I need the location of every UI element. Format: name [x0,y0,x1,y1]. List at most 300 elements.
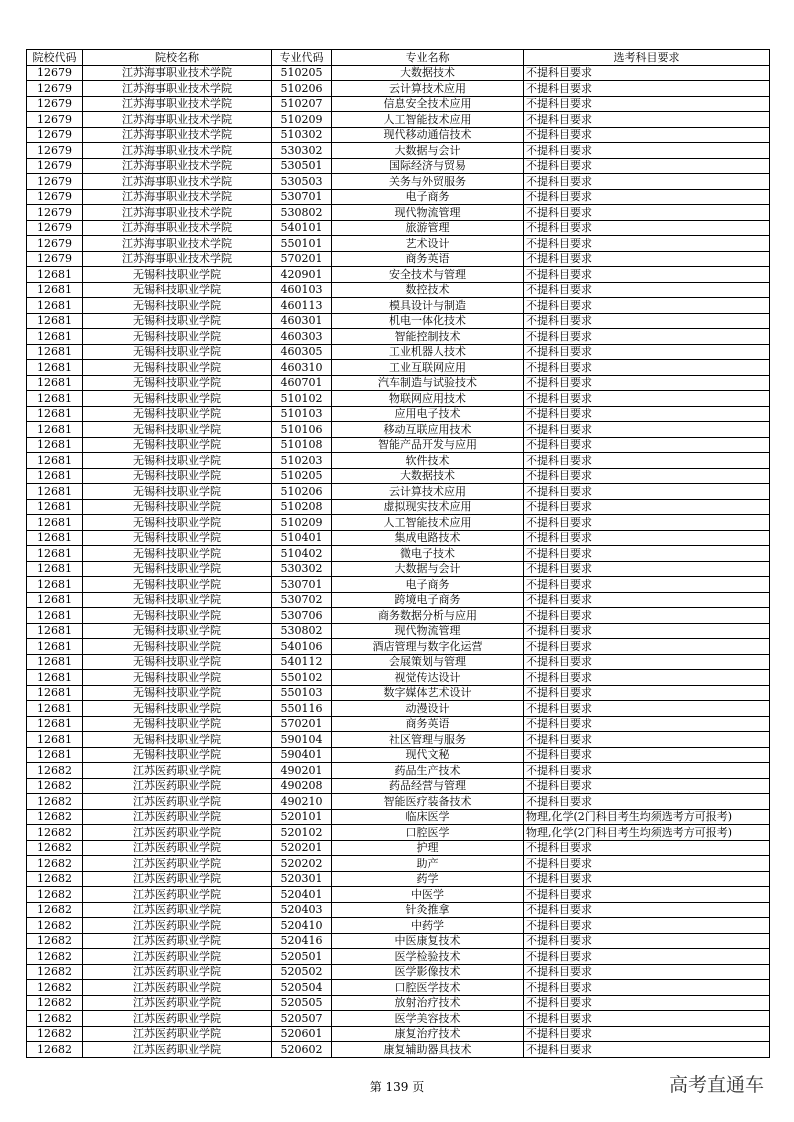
major-code-cell: 590104 [272,732,332,748]
table-row [27,1011,770,1027]
subject-requirement-cell: 不提科目要求 [524,313,770,329]
major-code-cell: 520416 [272,933,332,949]
school-name-cell: 江苏医药职业学院 [83,809,272,825]
major-name-cell: 口腔医学 [332,825,524,841]
school-code-cell: 12681 [27,406,83,422]
table-row [27,623,770,639]
school-code-cell: 12682 [27,763,83,779]
school-code-cell: 12679 [27,251,83,267]
subject-requirement-cell: 不提科目要求 [524,499,770,515]
school-name-cell: 无锡科技职业学院 [83,592,272,608]
subject-requirement-cell: 不提科目要求 [524,701,770,717]
subject-requirement-cell: 不提科目要求 [524,127,770,143]
table-row [27,375,770,391]
school-code-cell: 12679 [27,143,83,159]
header-major-name: 专业名称 [332,50,524,66]
table-row [27,484,770,500]
subject-requirement-cell: 不提科目要求 [524,220,770,236]
subject-requirement-cell: 不提科目要求 [524,794,770,810]
table-row [27,406,770,422]
major-name-cell: 人工智能技术应用 [332,515,524,531]
major-code-cell: 460303 [272,329,332,345]
school-name-cell: 江苏医药职业学院 [83,856,272,872]
school-name-cell: 江苏医药职业学院 [83,763,272,779]
subject-requirement-cell: 不提科目要求 [524,530,770,546]
major-name-cell: 中医学 [332,887,524,903]
major-name-cell: 助产 [332,856,524,872]
school-code-cell: 12681 [27,546,83,562]
subject-requirement-cell: 不提科目要求 [524,654,770,670]
major-name-cell: 大数据与会计 [332,561,524,577]
school-code-cell: 12681 [27,313,83,329]
major-code-cell: 530702 [272,592,332,608]
school-name-cell: 江苏医药职业学院 [83,887,272,903]
subject-requirement-cell: 不提科目要求 [524,995,770,1011]
subject-requirement-cell: 不提科目要求 [524,189,770,205]
major-code-cell: 520602 [272,1042,332,1058]
major-name-cell: 艺术设计 [332,236,524,252]
table-row [27,856,770,872]
school-code-cell: 12681 [27,298,83,314]
school-name-cell: 江苏医药职业学院 [83,840,272,856]
school-code-cell: 12679 [27,112,83,128]
school-code-cell: 12682 [27,933,83,949]
school-code-cell: 12681 [27,639,83,655]
major-name-cell: 现代移动通信技术 [332,127,524,143]
subject-requirement-cell: 不提科目要求 [524,670,770,686]
major-name-cell: 医学检验技术 [332,949,524,965]
table-row [27,778,770,794]
school-name-cell: 江苏海事职业技术学院 [83,174,272,190]
school-name-cell: 江苏医药职业学院 [83,871,272,887]
table-row [27,282,770,298]
major-code-cell: 530706 [272,608,332,624]
major-name-cell: 旅游管理 [332,220,524,236]
school-name-cell: 无锡科技职业学院 [83,608,272,624]
school-code-cell: 12681 [27,747,83,763]
subject-requirement-cell: 不提科目要求 [524,623,770,639]
school-name-cell: 无锡科技职业学院 [83,453,272,469]
table-row [27,437,770,453]
school-name-cell: 江苏医药职业学院 [83,949,272,965]
major-name-cell: 信息安全技术应用 [332,96,524,112]
school-code-cell: 12681 [27,267,83,283]
school-code-cell: 12681 [27,453,83,469]
major-name-cell: 机电一体化技术 [332,313,524,329]
school-code-cell: 12682 [27,902,83,918]
school-name-cell: 无锡科技职业学院 [83,623,272,639]
school-name-cell: 无锡科技职业学院 [83,484,272,500]
school-name-cell: 无锡科技职业学院 [83,670,272,686]
subject-requirement-cell: 不提科目要求 [524,453,770,469]
subject-requirement-cell: 不提科目要求 [524,608,770,624]
major-name-cell: 微电子技术 [332,546,524,562]
major-name-cell: 康复治疗技术 [332,1026,524,1042]
major-code-cell: 510209 [272,515,332,531]
table-row [27,313,770,329]
subject-requirement-cell: 不提科目要求 [524,918,770,934]
major-name-cell: 大数据技术 [332,468,524,484]
major-code-cell: 520401 [272,887,332,903]
school-name-cell: 无锡科技职业学院 [83,267,272,283]
school-name-cell: 无锡科技职业学院 [83,375,272,391]
school-code-cell: 12679 [27,236,83,252]
table-row [27,530,770,546]
school-code-cell: 12681 [27,670,83,686]
subject-requirement-cell: 不提科目要求 [524,282,770,298]
school-name-cell: 江苏海事职业技术学院 [83,158,272,174]
table-row [27,685,770,701]
subject-requirement-cell: 不提科目要求 [524,375,770,391]
major-code-cell: 460310 [272,360,332,376]
major-name-cell: 商务英语 [332,716,524,732]
major-code-cell: 460701 [272,375,332,391]
school-code-cell: 12681 [27,592,83,608]
subject-requirement-cell: 不提科目要求 [524,1026,770,1042]
school-name-cell: 无锡科技职业学院 [83,546,272,562]
school-code-cell: 12682 [27,995,83,1011]
major-code-cell: 510302 [272,127,332,143]
school-code-cell: 12681 [27,685,83,701]
major-name-cell: 工业互联网应用 [332,360,524,376]
school-code-cell: 12681 [27,484,83,500]
subject-requirement-cell: 不提科目要求 [524,778,770,794]
school-code-cell: 12681 [27,561,83,577]
subject-requirement-cell: 不提科目要求 [524,887,770,903]
school-code-cell: 12681 [27,732,83,748]
subject-requirement-cell: 不提科目要求 [524,360,770,376]
table-row [27,592,770,608]
school-name-cell: 江苏医药职业学院 [83,995,272,1011]
school-name-cell: 江苏海事职业技术学院 [83,251,272,267]
major-code-cell: 520202 [272,856,332,872]
brand-mark: 高考直通车 [668,1074,764,1096]
subject-requirement-cell: 不提科目要求 [524,856,770,872]
school-code-cell: 12681 [27,422,83,438]
major-code-cell: 520501 [272,949,332,965]
school-name-cell: 江苏医药职业学院 [83,794,272,810]
major-code-cell: 550116 [272,701,332,717]
table-row [27,360,770,376]
major-code-cell: 490201 [272,763,332,779]
table-row [27,127,770,143]
major-name-cell: 电子商务 [332,577,524,593]
major-code-cell: 550102 [272,670,332,686]
major-name-cell: 应用电子技术 [332,406,524,422]
school-code-cell: 12682 [27,840,83,856]
school-code-cell: 12681 [27,360,83,376]
major-code-cell: 510103 [272,406,332,422]
major-name-cell: 康复辅助器具技术 [332,1042,524,1058]
admission-table [26,49,770,1058]
school-code-cell: 12682 [27,1011,83,1027]
major-name-cell: 社区管理与服务 [332,732,524,748]
major-code-cell: 420901 [272,267,332,283]
table-row [27,1026,770,1042]
subject-requirement-cell: 不提科目要求 [524,685,770,701]
table-row [27,639,770,655]
school-name-cell: 无锡科技职业学院 [83,515,272,531]
major-code-cell: 460305 [272,344,332,360]
major-name-cell: 物联网应用技术 [332,391,524,407]
major-name-cell: 动漫设计 [332,701,524,717]
table-row [27,453,770,469]
table-row [27,964,770,980]
school-code-cell: 12682 [27,887,83,903]
major-name-cell: 人工智能技术应用 [332,112,524,128]
school-name-cell: 江苏医药职业学院 [83,980,272,996]
major-code-cell: 510401 [272,530,332,546]
school-code-cell: 12681 [27,499,83,515]
major-code-cell: 460103 [272,282,332,298]
table-row [27,608,770,624]
major-code-cell: 510402 [272,546,332,562]
school-name-cell: 无锡科技职业学院 [83,499,272,515]
major-name-cell: 药学 [332,871,524,887]
major-code-cell: 540101 [272,220,332,236]
subject-requirement-cell: 不提科目要求 [524,236,770,252]
school-name-cell: 无锡科技职业学院 [83,639,272,655]
school-code-cell: 12682 [27,918,83,934]
subject-requirement-cell: 不提科目要求 [524,143,770,159]
major-code-cell: 510203 [272,453,332,469]
table-row [27,344,770,360]
major-code-cell: 510207 [272,96,332,112]
school-code-cell: 12679 [27,127,83,143]
table-row [27,840,770,856]
school-name-cell: 江苏海事职业技术学院 [83,236,272,252]
subject-requirement-cell: 物理,化学(2门科目考生均须选考方可报考) [524,825,770,841]
school-name-cell: 无锡科技职业学院 [83,406,272,422]
school-code-cell: 12681 [27,282,83,298]
subject-requirement-cell: 不提科目要求 [524,344,770,360]
major-code-cell: 520504 [272,980,332,996]
major-name-cell: 软件技术 [332,453,524,469]
school-code-cell: 12682 [27,825,83,841]
subject-requirement-cell: 不提科目要求 [524,902,770,918]
school-name-cell: 江苏医药职业学院 [83,1011,272,1027]
table-row [27,422,770,438]
major-code-cell: 510108 [272,437,332,453]
subject-requirement-cell: 不提科目要求 [524,406,770,422]
major-name-cell: 国际经济与贸易 [332,158,524,174]
school-code-cell: 12681 [27,375,83,391]
major-code-cell: 530302 [272,561,332,577]
school-name-cell: 无锡科技职业学院 [83,747,272,763]
school-code-cell: 12681 [27,654,83,670]
major-code-cell: 510206 [272,81,332,97]
school-name-cell: 无锡科技职业学院 [83,437,272,453]
school-name-cell: 江苏医药职业学院 [83,964,272,980]
major-name-cell: 智能产品开发与应用 [332,437,524,453]
table-row [27,670,770,686]
school-name-cell: 无锡科技职业学院 [83,329,272,345]
subject-requirement-cell: 不提科目要求 [524,468,770,484]
school-name-cell: 江苏海事职业技术学院 [83,65,272,81]
table-row [27,747,770,763]
school-code-cell: 12681 [27,515,83,531]
table-row [27,267,770,283]
table-row [27,499,770,515]
major-code-cell: 530701 [272,189,332,205]
subject-requirement-cell: 不提科目要求 [524,592,770,608]
subject-requirement-cell: 不提科目要求 [524,81,770,97]
school-name-cell: 江苏海事职业技术学院 [83,96,272,112]
table-row [27,887,770,903]
table-row [27,980,770,996]
table-row [27,918,770,934]
school-code-cell: 12681 [27,701,83,717]
major-name-cell: 现代文秘 [332,747,524,763]
school-code-cell: 12679 [27,174,83,190]
school-name-cell: 江苏海事职业技术学院 [83,112,272,128]
table-row [27,902,770,918]
school-name-cell: 江苏海事职业技术学院 [83,127,272,143]
subject-requirement-cell: 不提科目要求 [524,840,770,856]
major-code-cell: 520101 [272,809,332,825]
table-row [27,329,770,345]
school-name-cell: 江苏医药职业学院 [83,1042,272,1058]
school-name-cell: 江苏医药职业学院 [83,902,272,918]
school-name-cell: 无锡科技职业学院 [83,313,272,329]
subject-requirement-cell: 不提科目要求 [524,546,770,562]
major-code-cell: 520403 [272,902,332,918]
subject-requirement-cell: 不提科目要求 [524,639,770,655]
subject-requirement-cell: 不提科目要求 [524,716,770,732]
major-code-cell: 520502 [272,964,332,980]
subject-requirement-cell: 不提科目要求 [524,933,770,949]
school-code-cell: 12679 [27,158,83,174]
table-row [27,794,770,810]
major-name-cell: 虚拟现实技术应用 [332,499,524,515]
major-name-cell: 跨境电子商务 [332,592,524,608]
major-name-cell: 会展策划与管理 [332,654,524,670]
table-row [27,143,770,159]
table-row [27,701,770,717]
school-code-cell: 12682 [27,1026,83,1042]
school-name-cell: 无锡科技职业学院 [83,577,272,593]
school-name-cell: 无锡科技职业学院 [83,298,272,314]
subject-requirement-cell: 不提科目要求 [524,577,770,593]
table-row [27,949,770,965]
major-code-cell: 530501 [272,158,332,174]
school-code-cell: 12679 [27,189,83,205]
major-name-cell: 医学美容技术 [332,1011,524,1027]
table-row [27,1042,770,1058]
subject-requirement-cell: 不提科目要求 [524,205,770,221]
major-code-cell: 590401 [272,747,332,763]
school-code-cell: 12682 [27,794,83,810]
major-code-cell: 510106 [272,422,332,438]
school-name-cell: 无锡科技职业学院 [83,391,272,407]
major-name-cell: 商务数据分析与应用 [332,608,524,624]
major-code-cell: 510206 [272,484,332,500]
school-code-cell: 12682 [27,778,83,794]
subject-requirement-cell: 不提科目要求 [524,391,770,407]
subject-requirement-cell: 不提科目要求 [524,763,770,779]
major-code-cell: 510205 [272,468,332,484]
school-code-cell: 12681 [27,329,83,345]
header-school-code: 院校代码 [27,50,83,66]
school-name-cell: 无锡科技职业学院 [83,422,272,438]
subject-requirement-cell: 不提科目要求 [524,484,770,500]
table-row [27,189,770,205]
major-name-cell: 安全技术与管理 [332,267,524,283]
major-code-cell: 510208 [272,499,332,515]
major-name-cell: 中药学 [332,918,524,934]
school-code-cell: 12682 [27,949,83,965]
major-name-cell: 药品经营与管理 [332,778,524,794]
major-name-cell: 集成电路技术 [332,530,524,546]
major-code-cell: 520201 [272,840,332,856]
page-number: 第 139 页 [369,1080,425,1094]
table-row [27,577,770,593]
major-code-cell: 510209 [272,112,332,128]
major-name-cell: 电子商务 [332,189,524,205]
major-code-cell: 550103 [272,685,332,701]
school-code-cell: 12681 [27,437,83,453]
major-name-cell: 关务与外贸服务 [332,174,524,190]
major-name-cell: 智能控制技术 [332,329,524,345]
subject-requirement-cell: 不提科目要求 [524,422,770,438]
major-name-cell: 大数据技术 [332,65,524,81]
table-header-row [27,50,770,66]
school-name-cell: 江苏医药职业学院 [83,1026,272,1042]
major-name-cell: 云计算技术应用 [332,484,524,500]
major-code-cell: 510102 [272,391,332,407]
subject-requirement-cell: 物理,化学(2门科目考生均须选考方可报考) [524,809,770,825]
table-row [27,96,770,112]
school-code-cell: 12681 [27,468,83,484]
major-name-cell: 药品生产技术 [332,763,524,779]
table-row [27,158,770,174]
major-code-cell: 570201 [272,716,332,732]
header-major-code: 专业代码 [272,50,332,66]
school-code-cell: 12681 [27,577,83,593]
major-name-cell: 汽车制造与试验技术 [332,375,524,391]
subject-requirement-cell: 不提科目要求 [524,871,770,887]
table-row [27,515,770,531]
subject-requirement-cell: 不提科目要求 [524,112,770,128]
major-name-cell: 智能医疗装备技术 [332,794,524,810]
table-row [27,654,770,670]
subject-requirement-cell: 不提科目要求 [524,561,770,577]
table-row [27,391,770,407]
school-name-cell: 无锡科技职业学院 [83,654,272,670]
major-code-cell: 530802 [272,205,332,221]
major-name-cell: 针灸推拿 [332,902,524,918]
school-name-cell: 无锡科技职业学院 [83,360,272,376]
school-code-cell: 12679 [27,205,83,221]
major-name-cell: 护理 [332,840,524,856]
major-code-cell: 520601 [272,1026,332,1042]
table-row [27,65,770,81]
subject-requirement-cell: 不提科目要求 [524,298,770,314]
school-name-cell: 无锡科技职业学院 [83,732,272,748]
subject-requirement-cell: 不提科目要求 [524,267,770,283]
table-row [27,298,770,314]
major-code-cell: 510205 [272,65,332,81]
school-code-cell: 12681 [27,391,83,407]
major-code-cell: 530802 [272,623,332,639]
subject-requirement-cell: 不提科目要求 [524,1042,770,1058]
subject-requirement-cell: 不提科目要求 [524,964,770,980]
subject-requirement-cell: 不提科目要求 [524,329,770,345]
school-code-cell: 12681 [27,716,83,732]
major-code-cell: 460301 [272,313,332,329]
major-code-cell: 520102 [272,825,332,841]
school-code-cell: 12682 [27,856,83,872]
